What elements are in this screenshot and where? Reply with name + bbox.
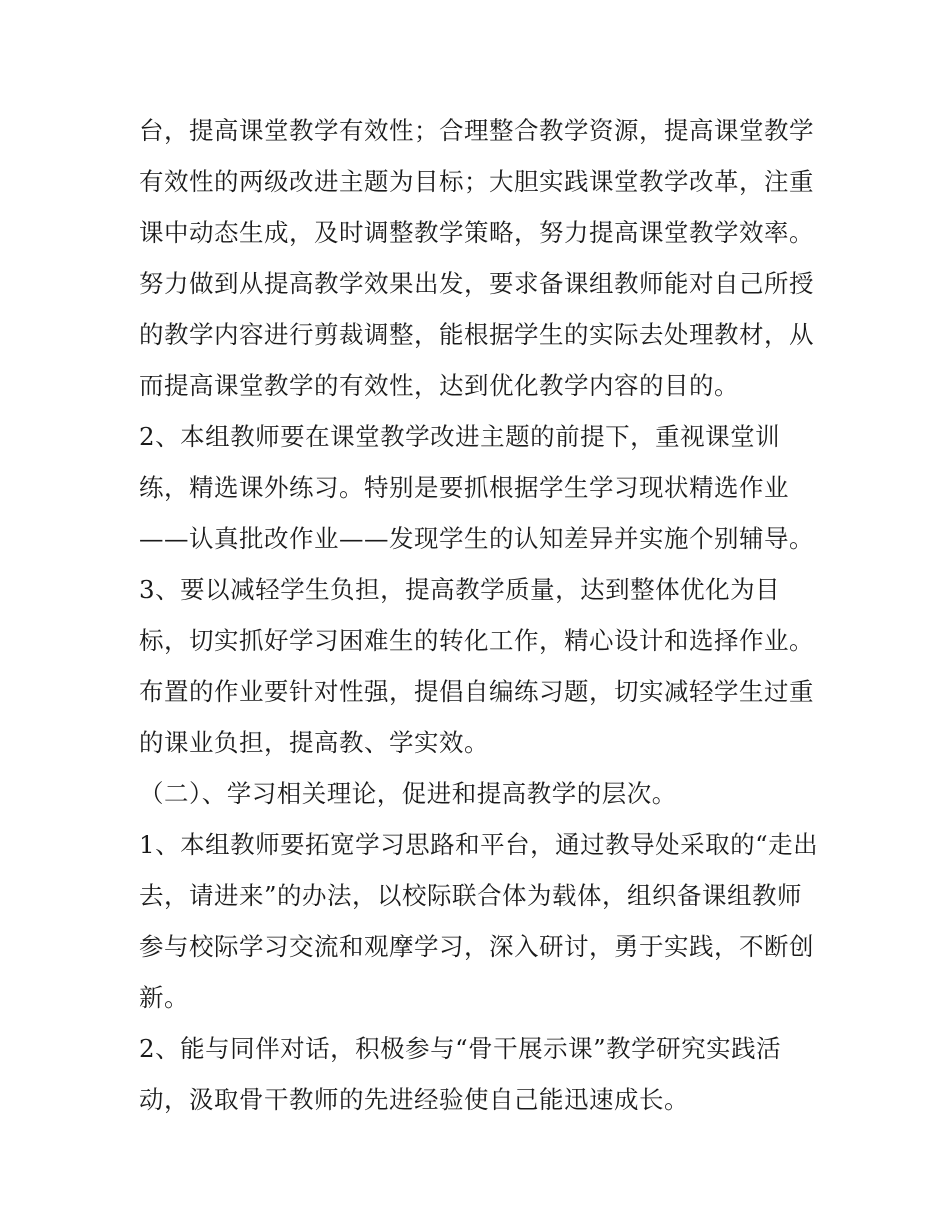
text-line-1: 台，提高课堂教学有效性；合理整合教学资源，提高课堂教学	[139, 116, 814, 145]
text-line-2: 有效性的两级改进主题为目标；大胆实践课堂教学改革，注重	[139, 167, 814, 196]
text-line-3: 课中动态生成，及时调整教学策略，努力提高课堂教学效率。	[139, 218, 814, 247]
text-line-5: 的教学内容进行剪裁调整，能根据学生的实际去处理教材，从	[139, 320, 814, 349]
text-line-13: 的课业负担，提高教、学实效。	[139, 728, 489, 757]
text-line-11: 标，切实抓好学习困难生的转化工作，精心设计和选择作业。	[139, 626, 814, 655]
text-line-10: 3、要以减轻学生负担，提高教学质量，达到整体优化为目	[139, 575, 781, 604]
text-line-6: 而提高课堂教学的有效性，达到优化教学内容的目的。	[139, 371, 739, 400]
text-line-9: ——认真批改作业——发现学生的认知差异并实施个别辅导。	[139, 524, 814, 553]
text-line-8: 练，精选课外练习。特别是要抓根据学生学习现状精选作业	[139, 473, 789, 502]
text-line-7: 2、本组教师要在课堂教学改进主题的前提下，重视课堂训	[139, 422, 781, 451]
text-line-4: 努力做到从提高教学效果出发，要求备课组教师能对自己所授	[139, 269, 814, 298]
document-body	[139, 110, 819, 1130]
text-line-18: 新。	[139, 983, 189, 1012]
text-line-16: 去，请进来”的办法，以校际联合体为载体，组织备课组教师	[139, 881, 803, 910]
text-line-20: 动，汲取骨干教师的先进经验使自己能迅速成长。	[139, 1085, 689, 1114]
text-line-15: 1、本组教师要拓宽学习思路和平台，通过教导处采取的“走出	[139, 830, 819, 859]
text-line-12: 布置的作业要针对性强，提倡自编练习题，切实减轻学生过重	[139, 677, 814, 706]
text-line-17: 参与校际学习交流和观摩学习，深入研讨，勇于实践，不断创	[139, 932, 814, 961]
text-line-19: 2、能与同伴对话，积极参与“骨干展示课”教学研究实践活	[139, 1034, 782, 1063]
section-heading: （二）、学习相关理论，促进和提高教学的层次。	[139, 779, 677, 808]
